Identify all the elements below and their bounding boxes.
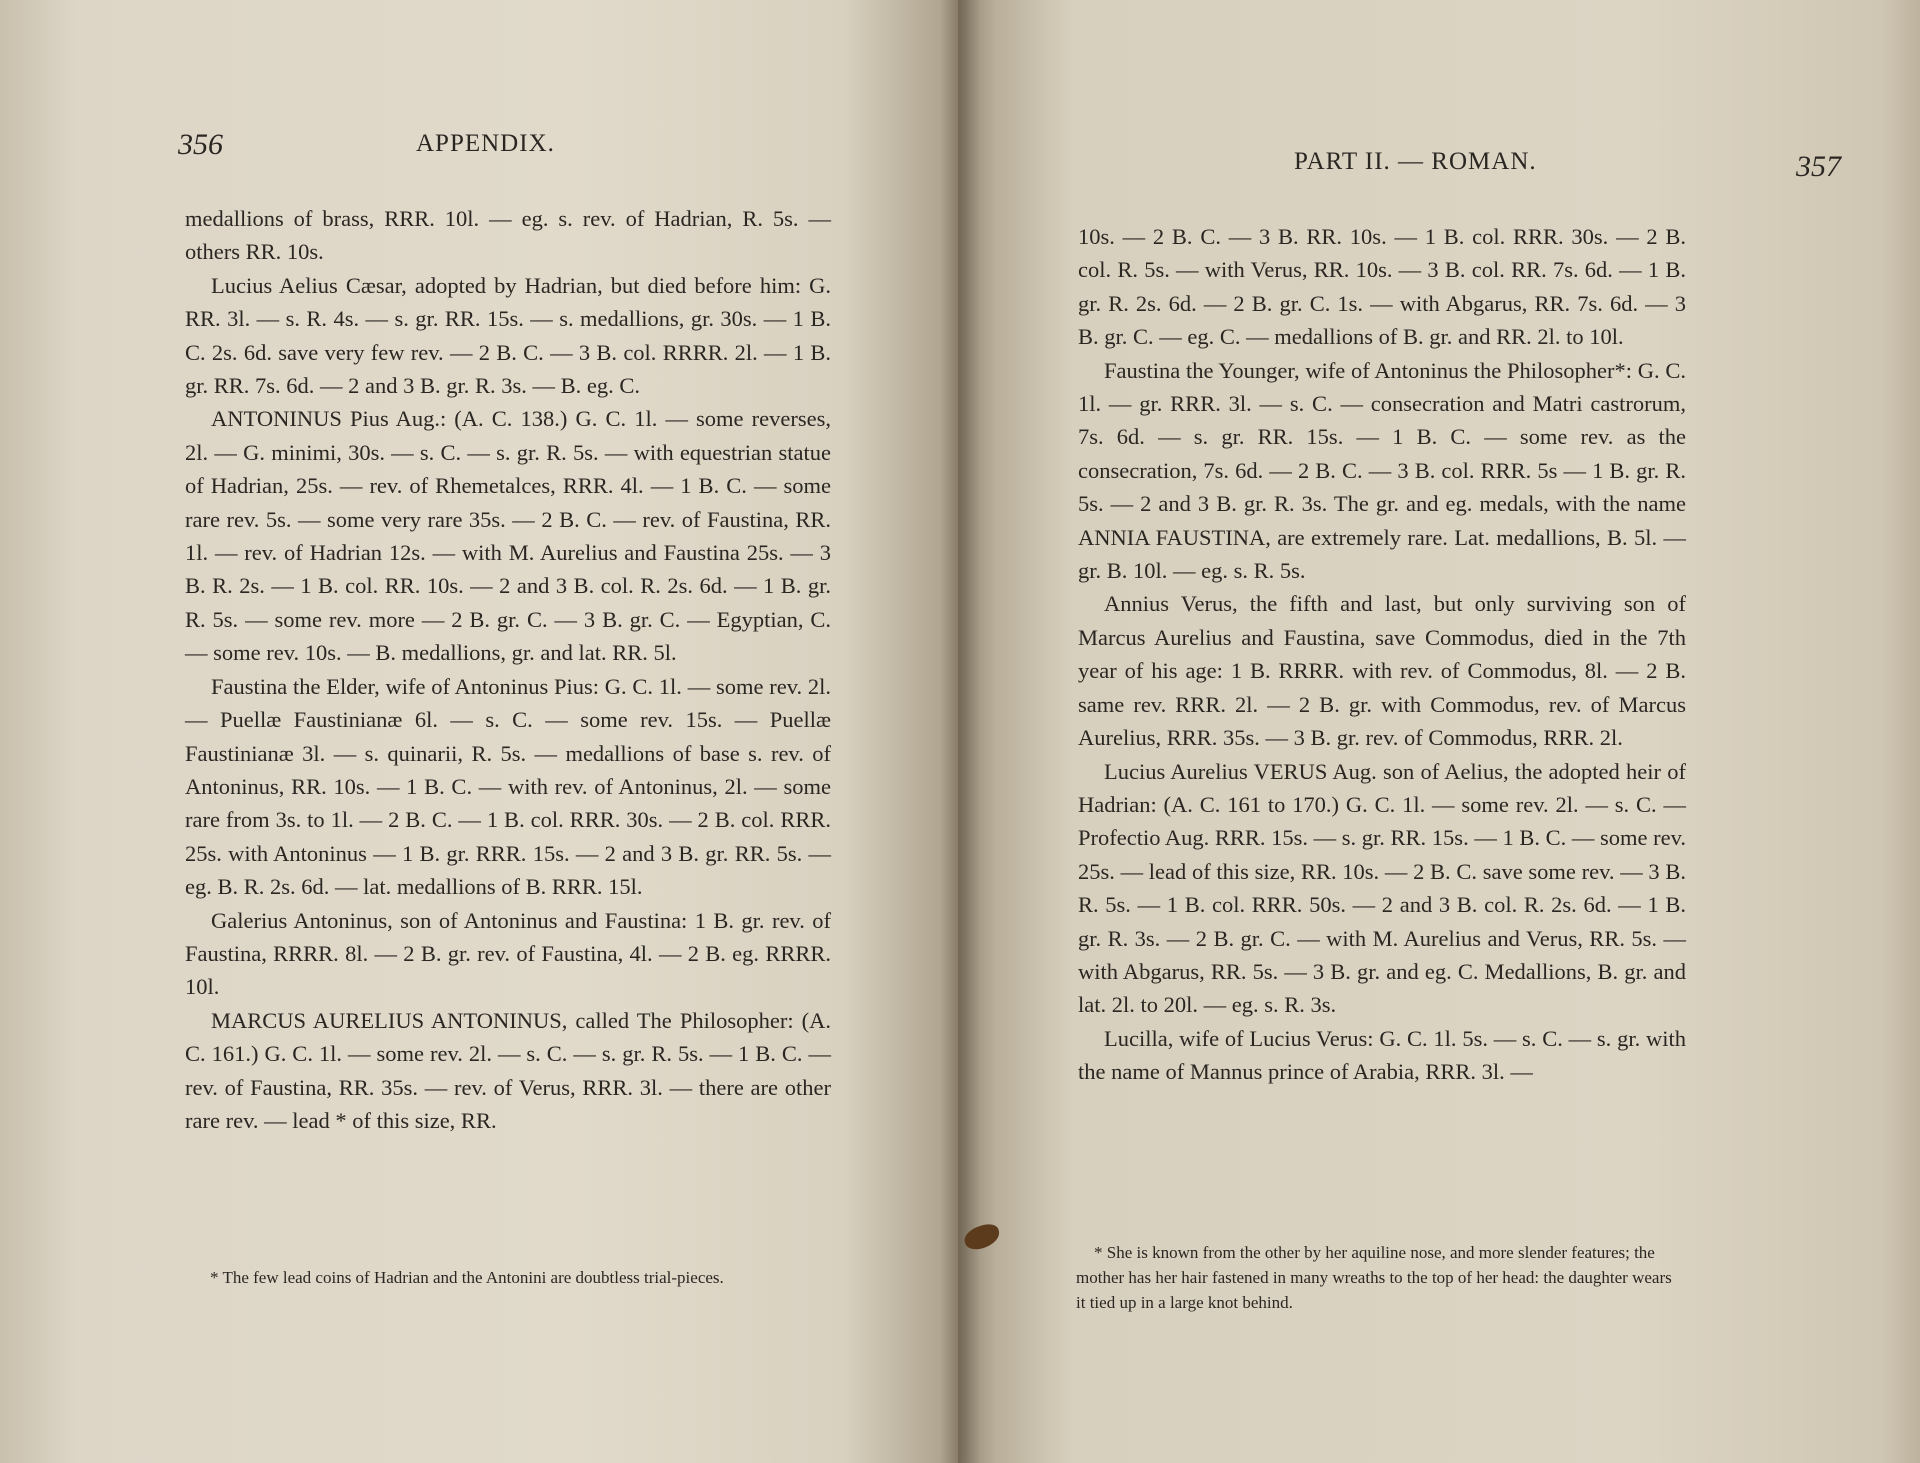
paragraph: Lucius Aurelius VERUS Aug. son of Aelius, the adopted heir of Hadrian: (A. C. 161 to 170.) G. C. 1l. — some rev. 2l. — s. C. — Profectio Aug. RRR. 15s. — s. gr. RR. 15s. — 1 B. C. — some rev. 25s. — lead of this size, RR. 10s. — 2 B. C. save some rev. — 3 B. R. 5s. — 1 B. col. RRR. 50s. — 2 and 3 B. col. R. 2s. 6d. — 1 B. gr. R. 3s. — 2 B. gr. C. — with M. Aurelius and Verus, RR. 5s. — with Abgarus, RR. 5s. — 3 B. gr. and eg. C. Medallions, B. gr. and lat. 2l. to 20l. — eg. s. R. 3s.	[1078, 758, 1686, 1018]
page-number: 357	[1796, 150, 1841, 183]
paragraph: 10s. — 2 B. C. — 3 B. RR. 10s. — 1 B. col. RRR. 30s. — 2 B. col. R. 5s. — with Verus, RR. 10s. — 3 B. col. RR. 7s. 6d. — 1 B. gr. R. 2s. 6d. — 2 B. gr. C. 1s. — with Abgarus, RR. 7s. 6d. — 3 B. gr. C. — eg. C. — medallions of B. gr. and RR. 2l. to 10l.	[1078, 224, 1686, 350]
left-footnote	[192, 1265, 832, 1290]
running-head: PART II. — ROMAN.	[1294, 148, 1537, 175]
paragraph: Faustina the Younger, wife of Antoninus the Philosopher*: G. C. 1l. — gr. RRR. 3l. — s. C. — consecration and Matri castrorum, 7s. 6d. — s. gr. RR. 15s. — 1 B. C. — some rev. as the consecration, 7s. 6d. — 2 B. C. — 3 B. col. RRR. 5s — 1 B. gr. R. 5s. — 2 and 3 B. gr. R. 3s. The gr. and eg. medals, with the name ANNIA FAUSTINA, are extremely rare. Lat. medallions, B. 5l. — gr. B. 10l. — eg. s. R. 5s.	[1078, 357, 1686, 584]
footnote-text: * The few lead coins of Hadrian and the Antonini are doubtless trial-pieces.	[210, 1268, 724, 1287]
paragraph: Galerius Antoninus, son of Antoninus and Faustina: 1 B. gr. rev. of Faustina, RRRR. 8l. — 2 B. gr. rev. of Faustina, 4l. — 2 B. eg. RRRR. 10l.	[185, 907, 831, 1000]
paragraph: medallions of brass, RRR. 10l. — eg. s. rev. of Hadrian, R. 5s. — others RR. 10s.	[185, 206, 831, 265]
left-page	[0, 0, 958, 1463]
paragraph: Lucilla, wife of Lucius Verus: G. C. 1l. 5s. — s. C. — s. gr. with the name of Mannus prince of Arabia, RRR. 3l. —	[1078, 1025, 1686, 1085]
paragraph: MARCUS AURELIUS ANTONINUS, called The Philosopher: (A. C. 161.) G. C. 1l. — some rev. 2l. — s. C. — s. gr. R. 5s. — 1 B. C. — rev. of Faustina, RR. 35s. — rev. of Verus, RRR. 3l. — there are other rare rev. — lead * of this size, RR.	[185, 1007, 831, 1133]
right-page-body	[1078, 220, 1686, 1089]
paragraph: Annius Verus, the fifth and last, but only surviving son of Marcus Aurelius and Faustina, save Commodus, died in the 7th year of his age: 1 B. RRRR. with rev. of Commodus, 8l. — 2 B. same rev. RRR. 2l. — 2 B. gr. with Commodus, rev. of Marcus Aurelius, RRR. 35s. — 3 B. gr. rev. of Commodus, RRR. 2l.	[1078, 591, 1686, 751]
paragraph: ANTONINUS Pius Aug.: (A. C. 138.) G. C. 1l. — some reverses, 2l. — G. minimi, 30s. — s. C. — s. gr. R. 5s. — with equestrian statue of Hadrian, 25s. — rev. of Rhemetalces, RRR. 4l. — 1 B. C. — some rare rev. 5s. — some very rare 35s. — 2 B. C. — rev. of Faustina, RR. 1l. — rev. of Hadrian 12s. — with M. Aurelius and Faustina 25s. — 3 B. R. 2s. — 1 B. col. RR. 10s. — 2 and 3 B. col. R. 2s. 6d. — 1 B. gr. R. 5s. — some rev. more — 2 B. gr. C. — 3 B. gr. C. — Egyptian, C. — some rev. 10s. — B. medallions, gr. and lat. RR. 5l.	[185, 406, 831, 666]
paragraph: Faustina the Elder, wife of Antoninus Pius: G. C. 1l. — some rev. 2l. — Puellæ Faustinianæ 6l. — s. C. — some rev. 15s. — Puellæ Faustinianæ 3l. — s. quinarii, R. 5s. — medallions of base s. rev. of Antoninus, RR. 10s. — 1 B. C. — with rev. of Antoninus, 2l. — some rare from 3s. to 1l. — 2 B. C. — 1 B. col. RRR. 30s. — 2 B. col. RRR. 25s. with Antoninus — 1 B. gr. RRR. 15s. — 2 and 3 B. gr. RR. 5s. — eg. B. R. 2s. 6d. — lat. medallions of B. RRR. 15l.	[185, 673, 831, 900]
left-page-body	[185, 202, 831, 1137]
right-footnote	[1076, 1240, 1684, 1315]
right-page	[958, 0, 1920, 1463]
running-head: APPENDIX.	[416, 130, 555, 157]
paragraph: Lucius Aelius Cæsar, adopted by Hadrian, but died before him: G. RR. 3l. — s. R. 4s. — s. gr. RR. 15s. — s. medallions, gr. 30s. — 1 B. C. 2s. 6d. save very few rev. — 2 B. C. — 3 B. col. RRRR. 2l. — 1 B. gr. RR. 7s. 6d. — 2 and 3 B. gr. R. 3s. — B. eg. C.	[185, 272, 831, 399]
page-number: 356	[178, 128, 223, 161]
footnote-text: * She is known from the other by her aquiline nose, and more slender features; the mother has her hair fastened in many wreaths to the top of her head: the daughter wears it tied up in a large knot behind.	[1076, 1243, 1672, 1312]
